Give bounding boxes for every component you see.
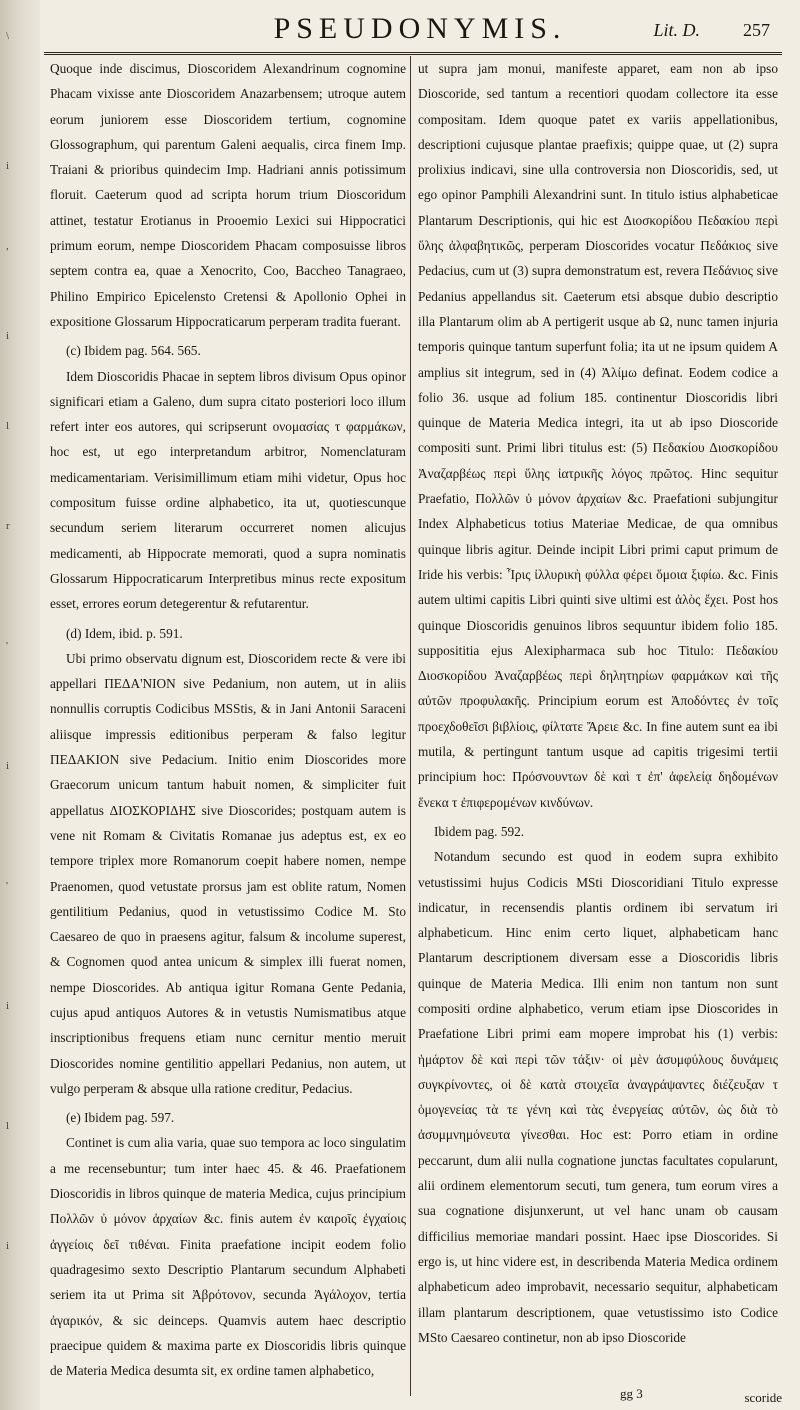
note-d-text: Ubi primo observatu dignum est, Dioscoridem recte & vere ibi appellari ΠΕΔΑ'ΝΙΟΝ sive Pedanium, non autem, ut in aliis nonnullis corruptis Codicibus MSStis, & in Jani Antonii Saraceni aliisque impressis editionibus perperam & falso legitur ΠΕΔΑΚΙΟΝ sive Pedacium. Initio enim Dioscorides more Graecorum unicum tantum habuit nomen, & simpliciter fuit appellatus ΔΙΟΣΚΟΡΙΔΗΣ sive Dioscorides; postquam autem is vene nit Romam & Civitatis Romanae jus adeptus est, ex eo tempore triplex more Romanorum coepit habere nomen, nempe Praenomen, quod vetustate prorsus jam est oblite ratum, Nomen gentilitium Pedanius, quod in vetustissimo Codice M. Sto Caesareo de quo in praesens agitur, falsum & incolume superest, & Cognomen quod antea unicum & simplex illi fuerat nomen, nempe Dioscorides. Ab antiqua igitur Romana Gente Pedania, cujus apud antiquos Autores & in vetustis Numismatibus atque inscriptionibus frequens etiam nunc cernitur mentio meruit Dioscorides nomine gentilitio appellari Pedanius, non autem, ut vulgo perperam & absque ulla ratione creditur, Pedacius.	[50, 650, 406, 1096]
signature-mark: gg 3	[620, 1386, 643, 1401]
catchword: scoride	[744, 1390, 782, 1405]
note-e-heading: (e) Ibidem pag. 597.	[66, 1110, 175, 1126]
running-head	[40, 12, 800, 52]
margin-marks: \ i , i l r ' i ' i l i	[6, 30, 10, 1252]
note-c-heading: (c) Ibidem pag. 564. 565.	[66, 343, 201, 359]
note-f-heading: Ibidem pag. 592.	[434, 823, 525, 839]
note-e-text: Continet is cum alia varia, quae suo tempora ac loco singulatim a me recensebuntur; tum inter haec 45. & 46. Praefationem Dioscoridis in libros quinque de materia Medica, cujus principium Πολλῶν ὐ μόνον ἀρχαίων &c. finis autem ἐν καιροῖς ἐγχαίοις ἀγγείοις δεῖ τιθέναι. Finita praefatione incipit eodem folio quadragesimo sexto Descriptio Plantarum secundum Alphabeti seriem ita ut Prima sit Ἀβρότονον, secunda Ἀγάλοχον, tertia ἀγαρικόν, & sic deinceps. Quamvis autem haec descriptio praecipue quidem & maxima parte ex Dioscoridis libris quinque de Materia Medica desumta sit, ex ordine tamen alphabetico,	[50, 1135, 406, 1379]
header-rule	[44, 52, 782, 55]
running-title: PSEUDONYMIS.	[273, 12, 567, 45]
left-paragraph: Quoque inde discimus, Dioscoridem Alexandrinum cognomine Phacam vixisse ante Dioscoridem Anazarbensem; utroque autem eorum juniorem esse Dioscoridem tertium, cognomine Glossographum, qui parentum Galeni aequalis, circa finem Imp. Traiani & prioribus quindecim Imp. Hadriani annis potissimum floruit. Caeterum quod ad scripta horum trium Dioscoridum attinet, testatur Erotianus in Prooemio Lexici sui Hippocratici primum eorum, nempe Dioscoridem Phacam composuisse libros septem contra ea, quae a Xenocrito, Coo, Baccheo Tanagraeo, Philino Empirico Epicelensto Cretensi & Apollonio Ophei in expositione Glossarum Hippocraticarum perperam tradita fuerant.	[50, 61, 406, 329]
right-paragraph: ut supra jam monui, manifeste apparet, eam non ab ipso Dioscoride, sed tantum a recentiori quodam collectore ita esse compositam. Idem quoque patet ex variis appellationibus, descriptioni cujusque plantae praefixis; quippe quae, ut (2) supra prolixius indicavi, sine ulla controversia non Dioscoridis, sed, ut ego opinor Pamphili Alexandrini sunt. In titulo istius alphabeticae Plantarum Descriptionis, qui hic est Διοσκορίδου Πεδακίου περὶ ὕλης ἀλφαβητικῶς, perperam Dioscorides vocatur Πεδάκιος sive Pedacius, cum ut (3) supra demonstratum est, revera Πεδάνιος sive Pedanius appellandus sit. Caeterum etsi absque dubio descriptio illa Plantarum olim ab A pertigerit usque ab Ω, nunc tamen injuria temporis quinque tantum superfunt folia; ita ut ne ipsum quidem A amplius sit integrum, sed in (4) Ἀλίμω definat. Eodem codice a folio 36. usque ad folium 185. continentur Dioscoridis libri quinque de Materia Medica integri, ita ut ab ipso Dioscoride compositi sunt. Primi libri titulus est: (5) Πεδακίου Διοσκορίδου Ἀναζαρβέως περὶ ὕλης ἰατρικῆς λόγος πρῶτος. Hinc sequitur Praefatio, Πολλῶν ὐ μόνον ἀρχαίων &c. Praefationi subjungitur Index Alphabeticus totius Materiae Medicae, de qua omnibus quinque libris agitur. Deinde incipit Libri primi caput primum de Iride his verbis: Ἶρις ἰλλυρικὴ φύλλα φέρει ὅμοια ξιφίω. &c. Finis autem ultimi capitis Libri quinti sive ultimi est ἀλὸς ἔχει. Post hos quinque Dioscoridis genuinos libros sequuntur ibidem folio 185. supposititia ejus Alexipharmaca sub hoc Titulo: Πεδακίου Διοσκορίδου Ἀναζαρβέως περὶ δηλητηρίων φαρμάκων καὶ τῆς αὐτῶν προφυλακῆς. Principium eorum est Ἀποδόντες ἐν τοῖς προεχδοθεῖσι βιβλίοις, φίλτατε Ἄρειε &c. In fine autem sunt ea ibi mutila, & pertingunt tantum usque ad capitis trigesimi tertii principium hoc: Πρόσνουντων δὲ καὶ τ ἐπ' ἀφελείᾳ δηδομένων ἕνεκα τ ἐπιφερομένων κινδύνων.	[418, 61, 778, 810]
column-divider	[410, 56, 411, 1396]
note-f-text: Notandum secundo est quod in eodem supra exhibito vetustissimi hujus Codicis MSti Dioscoridiani Titulo expresse indicatur, in recensendis plantis ordinem ibi servatum iri alphabeticum. Hinc enim certo liquet, alphabeticam hanc Plantarum descriptionem diversam esse a Dioscoridis libris quinque de Materia Medica. Illi enim non tantum non sunt compositi ordine alphabetico, verum etiam ipse Dioscorides in Praefatione Libri primi eam mopere improbat his (1) verbis: ἡμάρτον δὲ καὶ περὶ τῶν τάξιν· οἱ μὲν ἀσυμφύλους δυνάμεις συγκρίνοντες, οἱ δὲ κατὰ στοιχεῖα ἀναγράψαντες διέζευξαν τ ὁμογενείας τὰ τε γένη καὶ τὰς ἐνεργείας αὐτῶν, ὡς διὰ τὸ ἀσυμμνημόνευτα γίνεσθαι. Hoc est: Porro etiam in ordine peccarunt, dum alii nulla cognatione junctas facultates copularunt, alii ordinem elementorum secuti, tum genera, tum eorum vires a sua cognatione disjunxerunt, ut vel hanc unam ob causam difficilius memoriae mandari possint. Haec ipse Dioscorides. Si ergo is, ut hinc videre est, in describenda Materia Medica ordinem alphabeticum adeo improbavit, necessario sequitur, alphabeticam illam plantarum descriptionem, quae vetustissimo isto Codice MSto Caesareo continetur, non ab ipso Dioscoride	[418, 849, 778, 1345]
right-column	[418, 56, 778, 1350]
left-column	[50, 56, 406, 1383]
note-c-text: Idem Dioscoridis Phacae in septem libros divisum Opus opinor significari etiam a Galeno, dum supra citato posteriori loco illum refert inter eos autores, qui scripserunt ονομασίας τ φαρμάκων, hoc est, ut ego interpretandum arbitror, Nomenclaturam medicamentariam. Verisimillimum etiam mihi videtur, Opus hoc compositum fuisse ordine alphabetico, ita ut, quotiescunque secundum seriem literarum occurreret nomen alicujus medicamenti, ab Hippocrate memorati, quod a supra nominatis Glossarum Hippocraticarum Interpretibus minus recte expositum esset, errores eorum detegerentur & refutarentur.	[50, 368, 406, 612]
section-label: Lit. D.	[653, 20, 700, 40]
note-d-heading: (d) Idem, ibid. p. 591.	[66, 625, 183, 641]
page-number: 257	[743, 20, 770, 40]
